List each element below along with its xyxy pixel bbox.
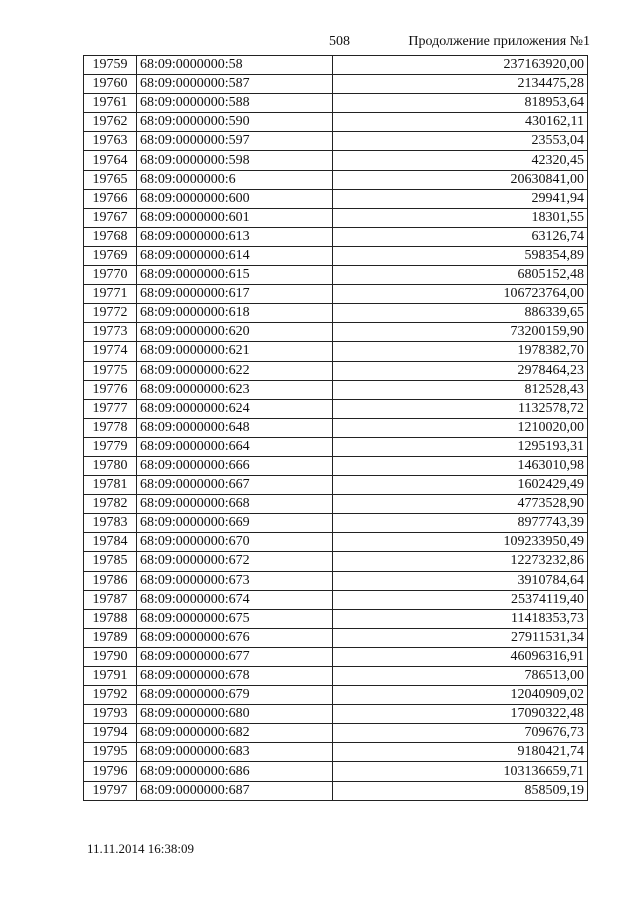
table-row bbox=[84, 552, 588, 571]
row-number-cell: 19765 bbox=[84, 170, 137, 189]
cadastral-value-cell: 4773528,90 bbox=[333, 495, 588, 514]
appendix-continuation-label: Продолжение приложения №1 bbox=[408, 34, 590, 49]
row-number-cell: 19784 bbox=[84, 533, 137, 552]
cadastral-number-cell: 68:09:0000000:617 bbox=[137, 285, 333, 304]
table-row bbox=[84, 418, 588, 437]
cadastral-number-cell: 68:09:0000000:613 bbox=[137, 227, 333, 246]
cadastral-number-cell: 68:09:0000000:615 bbox=[137, 266, 333, 285]
row-number-cell: 19781 bbox=[84, 476, 137, 495]
table-row bbox=[84, 285, 588, 304]
row-number-cell: 19779 bbox=[84, 437, 137, 456]
cadastral-number-cell: 68:09:0000000:590 bbox=[137, 113, 333, 132]
cadastral-value-cell: 109233950,49 bbox=[333, 533, 588, 552]
table-row bbox=[84, 304, 588, 323]
cadastral-value-cell: 23553,04 bbox=[333, 132, 588, 151]
row-number-cell: 19766 bbox=[84, 189, 137, 208]
cadastral-value-cell: 858509,19 bbox=[333, 781, 588, 800]
row-number-cell: 19770 bbox=[84, 266, 137, 285]
cadastral-value-table bbox=[83, 55, 588, 801]
row-number-cell: 19778 bbox=[84, 418, 137, 437]
table-row bbox=[84, 342, 588, 361]
cadastral-value-cell: 1210020,00 bbox=[333, 418, 588, 437]
row-number-cell: 19777 bbox=[84, 399, 137, 418]
cadastral-value-cell: 17090322,48 bbox=[333, 705, 588, 724]
cadastral-value-cell: 11418353,73 bbox=[333, 609, 588, 628]
cadastral-number-cell: 68:09:0000000:620 bbox=[137, 323, 333, 342]
table-row bbox=[84, 667, 588, 686]
table-row bbox=[84, 361, 588, 380]
cadastral-number-cell: 68:09:0000000:58 bbox=[137, 56, 333, 75]
cadastral-value-cell: 73200159,90 bbox=[333, 323, 588, 342]
cadastral-value-cell: 1463010,98 bbox=[333, 456, 588, 475]
cadastral-value-cell: 63126,74 bbox=[333, 227, 588, 246]
cadastral-number-cell: 68:09:0000000:668 bbox=[137, 495, 333, 514]
cadastral-number-cell: 68:09:0000000:623 bbox=[137, 380, 333, 399]
table-row bbox=[84, 495, 588, 514]
row-number-cell: 19763 bbox=[84, 132, 137, 151]
cadastral-value-cell: 6805152,48 bbox=[333, 266, 588, 285]
cadastral-number-cell: 68:09:0000000:673 bbox=[137, 571, 333, 590]
table-row bbox=[84, 189, 588, 208]
row-number-cell: 19783 bbox=[84, 514, 137, 533]
cadastral-value-cell: 9180421,74 bbox=[333, 743, 588, 762]
table-row bbox=[84, 724, 588, 743]
row-number-cell: 19794 bbox=[84, 724, 137, 743]
row-number-cell: 19767 bbox=[84, 208, 137, 227]
cadastral-value-cell: 430162,11 bbox=[333, 113, 588, 132]
cadastral-value-cell: 237163920,00 bbox=[333, 56, 588, 75]
row-number-cell: 19787 bbox=[84, 590, 137, 609]
table-row bbox=[84, 227, 588, 246]
cadastral-value-cell: 1132578,72 bbox=[333, 399, 588, 418]
cadastral-number-cell: 68:09:0000000:614 bbox=[137, 246, 333, 265]
table-row bbox=[84, 571, 588, 590]
row-number-cell: 19769 bbox=[84, 246, 137, 265]
cadastral-number-cell: 68:09:0000000:624 bbox=[137, 399, 333, 418]
row-number-cell: 19790 bbox=[84, 647, 137, 666]
table-row bbox=[84, 437, 588, 456]
row-number-cell: 19780 bbox=[84, 456, 137, 475]
cadastral-number-cell: 68:09:0000000:682 bbox=[137, 724, 333, 743]
cadastral-value-cell: 103136659,71 bbox=[333, 762, 588, 781]
cadastral-number-cell: 68:09:0000000:669 bbox=[137, 514, 333, 533]
row-number-cell: 19786 bbox=[84, 571, 137, 590]
cadastral-number-cell: 68:09:0000000:687 bbox=[137, 781, 333, 800]
row-number-cell: 19775 bbox=[84, 361, 137, 380]
cadastral-number-cell: 68:09:0000000:618 bbox=[137, 304, 333, 323]
cadastral-number-cell: 68:09:0000000:667 bbox=[137, 476, 333, 495]
cadastral-number-cell: 68:09:0000000:683 bbox=[137, 743, 333, 762]
table-row bbox=[84, 647, 588, 666]
cadastral-number-cell: 68:09:0000000:680 bbox=[137, 705, 333, 724]
table-row bbox=[84, 75, 588, 94]
row-number-cell: 19789 bbox=[84, 628, 137, 647]
cadastral-value-cell: 709676,73 bbox=[333, 724, 588, 743]
row-number-cell: 19792 bbox=[84, 686, 137, 705]
cadastral-value-cell: 25374119,40 bbox=[333, 590, 588, 609]
row-number-cell: 19785 bbox=[84, 552, 137, 571]
cadastral-number-cell: 68:09:0000000:598 bbox=[137, 151, 333, 170]
cadastral-value-cell: 8977743,39 bbox=[333, 514, 588, 533]
table-row bbox=[84, 113, 588, 132]
table-row bbox=[84, 609, 588, 628]
row-number-cell: 19797 bbox=[84, 781, 137, 800]
table-body bbox=[84, 56, 588, 801]
row-number-cell: 19771 bbox=[84, 285, 137, 304]
cadastral-value-cell: 598354,89 bbox=[333, 246, 588, 265]
cadastral-number-cell: 68:09:0000000:648 bbox=[137, 418, 333, 437]
cadastral-value-cell: 20630841,00 bbox=[333, 170, 588, 189]
cadastral-value-cell: 786513,00 bbox=[333, 667, 588, 686]
cadastral-number-cell: 68:09:0000000:6 bbox=[137, 170, 333, 189]
cadastral-value-cell: 812528,43 bbox=[333, 380, 588, 399]
row-number-cell: 19795 bbox=[84, 743, 137, 762]
cadastral-number-cell: 68:09:0000000:587 bbox=[137, 75, 333, 94]
table-row bbox=[84, 323, 588, 342]
table-row bbox=[84, 705, 588, 724]
table-row bbox=[84, 170, 588, 189]
table-row bbox=[84, 266, 588, 285]
table-row bbox=[84, 208, 588, 227]
cadastral-number-cell: 68:09:0000000:675 bbox=[137, 609, 333, 628]
table-row bbox=[84, 399, 588, 418]
cadastral-value-cell: 12040909,02 bbox=[333, 686, 588, 705]
cadastral-value-cell: 2134475,28 bbox=[333, 75, 588, 94]
cadastral-value-cell: 1602429,49 bbox=[333, 476, 588, 495]
table-row bbox=[84, 476, 588, 495]
row-number-cell: 19791 bbox=[84, 667, 137, 686]
cadastral-number-cell: 68:09:0000000:674 bbox=[137, 590, 333, 609]
cadastral-number-cell: 68:09:0000000:622 bbox=[137, 361, 333, 380]
row-number-cell: 19788 bbox=[84, 609, 137, 628]
cadastral-number-cell: 68:09:0000000:588 bbox=[137, 94, 333, 113]
table-row bbox=[84, 533, 588, 552]
row-number-cell: 19776 bbox=[84, 380, 137, 399]
table-row bbox=[84, 628, 588, 647]
table-row bbox=[84, 590, 588, 609]
table-row bbox=[84, 514, 588, 533]
table-row bbox=[84, 686, 588, 705]
table-row bbox=[84, 246, 588, 265]
row-number-cell: 19772 bbox=[84, 304, 137, 323]
cadastral-value-cell: 12273232,86 bbox=[333, 552, 588, 571]
row-number-cell: 19761 bbox=[84, 94, 137, 113]
cadastral-value-cell: 27911531,34 bbox=[333, 628, 588, 647]
cadastral-value-cell: 818953,64 bbox=[333, 94, 588, 113]
row-number-cell: 19773 bbox=[84, 323, 137, 342]
table-row bbox=[84, 762, 588, 781]
cadastral-value-cell: 46096316,91 bbox=[333, 647, 588, 666]
row-number-cell: 19760 bbox=[84, 75, 137, 94]
cadastral-number-cell: 68:09:0000000:679 bbox=[137, 686, 333, 705]
cadastral-number-cell: 68:09:0000000:676 bbox=[137, 628, 333, 647]
cadastral-value-cell: 2978464,23 bbox=[333, 361, 588, 380]
row-number-cell: 19764 bbox=[84, 151, 137, 170]
row-number-cell: 19782 bbox=[84, 495, 137, 514]
cadastral-number-cell: 68:09:0000000:664 bbox=[137, 437, 333, 456]
cadastral-value-cell: 1978382,70 bbox=[333, 342, 588, 361]
table-row bbox=[84, 132, 588, 151]
cadastral-number-cell: 68:09:0000000:666 bbox=[137, 456, 333, 475]
table-row bbox=[84, 151, 588, 170]
cadastral-number-cell: 68:09:0000000:621 bbox=[137, 342, 333, 361]
row-number-cell: 19793 bbox=[84, 705, 137, 724]
cadastral-value-cell: 42320,45 bbox=[333, 151, 588, 170]
cadastral-number-cell: 68:09:0000000:601 bbox=[137, 208, 333, 227]
table-row bbox=[84, 781, 588, 800]
row-number-cell: 19759 bbox=[84, 56, 137, 75]
cadastral-value-cell: 106723764,00 bbox=[333, 285, 588, 304]
table-row bbox=[84, 743, 588, 762]
row-number-cell: 19796 bbox=[84, 762, 137, 781]
table-row bbox=[84, 94, 588, 113]
cadastral-value-cell: 18301,55 bbox=[333, 208, 588, 227]
cadastral-number-cell: 68:09:0000000:678 bbox=[137, 667, 333, 686]
cadastral-number-cell: 68:09:0000000:597 bbox=[137, 132, 333, 151]
cadastral-value-cell: 1295193,31 bbox=[333, 437, 588, 456]
cadastral-number-cell: 68:09:0000000:686 bbox=[137, 762, 333, 781]
table-row bbox=[84, 456, 588, 475]
print-timestamp: 11.11.2014 16:38:09 bbox=[87, 841, 195, 856]
cadastral-value-cell: 886339,65 bbox=[333, 304, 588, 323]
cadastral-number-cell: 68:09:0000000:672 bbox=[137, 552, 333, 571]
cadastral-value-cell: 29941,94 bbox=[333, 189, 588, 208]
page-number: 508 bbox=[329, 34, 350, 49]
cadastral-number-cell: 68:09:0000000:677 bbox=[137, 647, 333, 666]
cadastral-number-cell: 68:09:0000000:670 bbox=[137, 533, 333, 552]
row-number-cell: 19774 bbox=[84, 342, 137, 361]
row-number-cell: 19768 bbox=[84, 227, 137, 246]
row-number-cell: 19762 bbox=[84, 113, 137, 132]
table-row bbox=[84, 56, 588, 75]
cadastral-number-cell: 68:09:0000000:600 bbox=[137, 189, 333, 208]
table-row bbox=[84, 380, 588, 399]
cadastral-value-cell: 3910784,64 bbox=[333, 571, 588, 590]
